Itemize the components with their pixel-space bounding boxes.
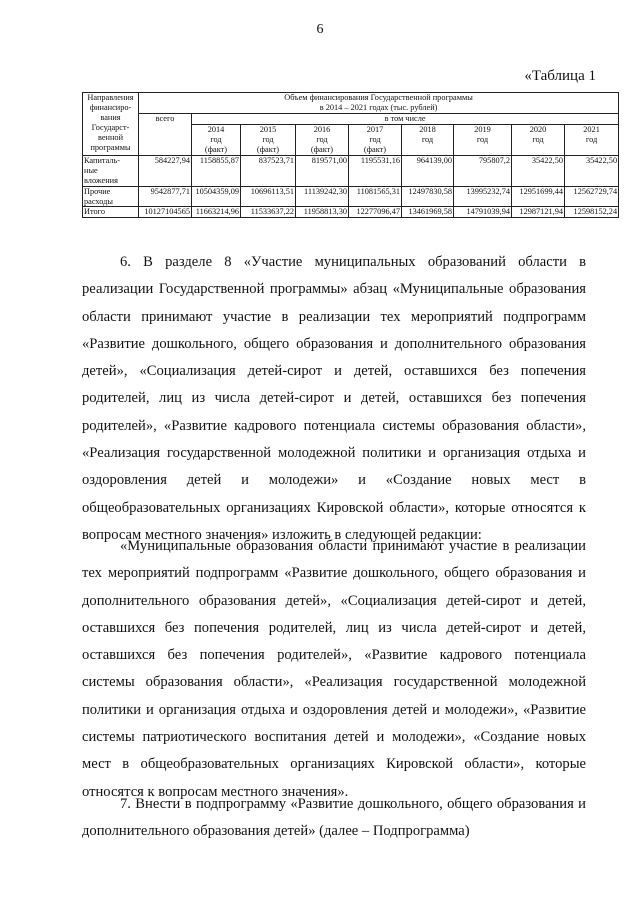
value-cell: 795807,2 [454, 155, 512, 186]
volume-header: Объем финансирования Государственной программы в 2014 – 2021 годах (тыс. рублей) [139, 93, 619, 114]
paragraph-item-6: 6. В разделе 8 «Участие муниципальных образований области в реализации Государственной программы» абзац «Муниципальные образования области принимают участие в реализации тех мероприятий подпрограмм «Развитие дошкольного, общего образования и дополнительного образования детей», «Социализация детей-сирот и детей, оставшихся без попечения родителей, лиц из числа детей-сирот и детей, оставшихся без попечения родителей», «Развитие кадрового потенциала системы образования области», «Реализация государственной молодежной политики и организация отдыха и оздоровления детей и молодежи» и «Создание новых мест в общеобразовательных организациях Кировской области», которые относятся к вопросам местного значения» изложить в следующей редакции: [82, 254, 586, 543]
value-cell: 12598152,24 [565, 207, 619, 218]
value-cell: 12497830,58 [402, 186, 454, 207]
year-header: 2021 год [565, 124, 619, 155]
value-cell: 11958813,30 [296, 207, 349, 218]
year-header: 2016 год (факт) [296, 124, 349, 155]
table-row [83, 207, 619, 218]
value-cell: 12951699,44 [512, 186, 565, 207]
total-cell: 584227,94 [139, 155, 192, 186]
year-header: 2014 год (факт) [192, 124, 241, 155]
value-cell: 12987121,94 [512, 207, 565, 218]
value-cell: 819571,00 [296, 155, 349, 186]
value-cell: 10696113,51 [241, 186, 296, 207]
value-cell: 11663214,96 [192, 207, 241, 218]
row-label: Прочие расходы [83, 186, 139, 207]
table-row [83, 155, 619, 186]
value-cell: 10504359,09 [192, 186, 241, 207]
value-cell: 35422,50 [512, 155, 565, 186]
value-cell: 964139,00 [402, 155, 454, 186]
year-header: 2015 год (факт) [241, 124, 296, 155]
total-header: всего [139, 113, 192, 155]
row-label: Итого [83, 207, 139, 218]
year-header: 2020 год [512, 124, 565, 155]
including-header: в том числе [192, 113, 619, 124]
value-cell: 11533637,22 [241, 207, 296, 218]
value-cell: 837523,71 [241, 155, 296, 186]
paragraph-item-7: 7. Внести в подпрограмму «Развитие дошкольного, общего образования и дополнительного образования детей» (далее – Подпрограмма) [82, 796, 586, 840]
year-header: 2018 год [402, 124, 454, 155]
value-cell: 1158855,87 [192, 155, 241, 186]
body-text-item-7 [82, 791, 586, 846]
direction-header: Направления финансиро- вания Государст- венной программы [83, 93, 139, 156]
page-number: 6 [316, 22, 324, 37]
total-cell: 9542877,71 [139, 186, 192, 207]
paragraph-quote: «Муниципальные образования области принимают участие в реализации тех мероприятий подпрограмм «Развитие дошкольного, общего образования и дополнительного образования детей», «Социализация детей-сирот и детей, оставшихся без попечения родителей, лиц из числа детей-сирот и детей, оставшихся без попечения родителей», «Развитие кадрового потенциала системы образования области», «Реализация государственной молодежной политики и организация отдыха и оздоровления детей и молодежи», «Развитие системы патриотического воспитания детей и молодежи», «Создание новых мест в общеобразовательных организациях Кировской области», которые относятся к вопросам местного значения». [82, 538, 586, 800]
total-cell: 10127104565 [139, 207, 192, 218]
value-cell: 13461969,58 [402, 207, 454, 218]
year-header: 2019 год [454, 124, 512, 155]
value-cell: 35422,50 [565, 155, 619, 186]
value-cell: 11081565,31 [349, 186, 402, 207]
value-cell: 11139242,30 [296, 186, 349, 207]
year-header: 2017 год (факт) [349, 124, 402, 155]
row-label: Капиталь- ные вложения [83, 155, 139, 186]
value-cell: 14791039,94 [454, 207, 512, 218]
body-text-quote [82, 533, 586, 806]
table-caption: «Таблица 1 [524, 68, 596, 84]
value-cell: 13995232,74 [454, 186, 512, 207]
table-row [83, 186, 619, 207]
value-cell: 12562729,74 [565, 186, 619, 207]
value-cell: 1195531,16 [349, 155, 402, 186]
body-text [82, 249, 586, 549]
value-cell: 12277096,47 [349, 207, 402, 218]
financing-table [82, 92, 619, 218]
